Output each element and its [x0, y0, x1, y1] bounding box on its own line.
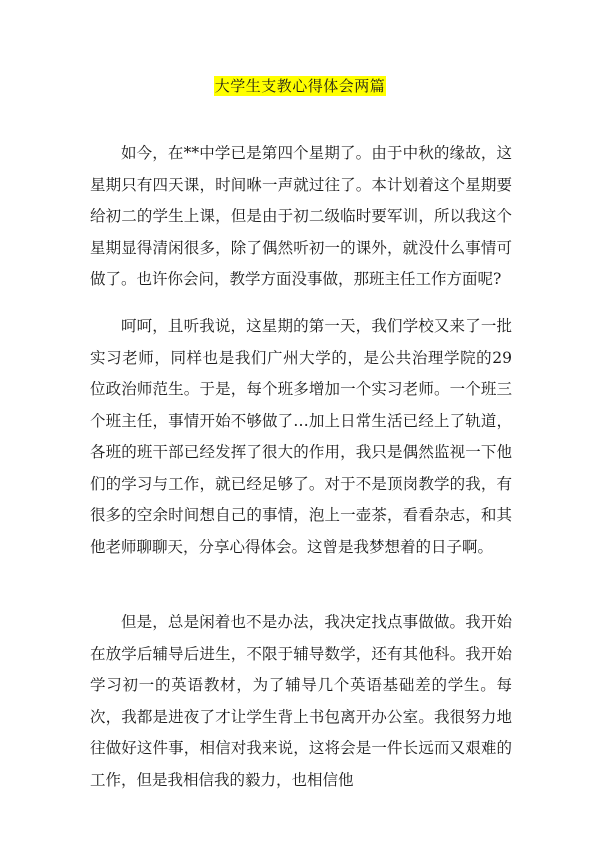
document-title: 大学生支教心得体会两篇 [214, 77, 386, 95]
paragraph-1: 如今，在**中学已是第四个星期了。由于中秋的缘故，这星期只有四天课，时间咻一声就过往了。本计划着这个星期要给初二的学生上课，但是由于初二级临时要军训，所以我这个星期显得清闲很多，除了偶然听初一的课外，就没什么事情可做了。也许你会问，教学方面没事做，那班主任工作方面呢? [90, 144, 512, 288]
paragraph-3: 但是，总是闲着也不是办法，我决定找点事做做。我开始在放学后辅导后进生，不限于辅导数学，还有其他科。我开始学习初一的英语教材，为了辅导几个英语基础差的学生。每次，我都是进夜了才让学生背上书包离开办公室。我很努力地往做好这件事，相信对我来说，这将会是一件长远而又艰难的工作，但是我相信我的毅力，也相信他 [90, 613, 512, 789]
title-container [0, 76, 600, 96]
paragraph-2: 呵呵，且听我说，这星期的第一天，我们学校又来了一批实习老师，同样也是我们广州大学的，是公共治理学院的29位政治师范生。于是，每个班多增加一个实习老师。一个班三个班主任，事情开始不够做了…加上日常生活已经上了轨道，各班的班干部已经发挥了很大的作用，我只是偶然监视一下他们的学习与工作，就已经足够了。对于不是顶岗教学的我，有很多的空余时间想自己的事情，泡上一壶茶，看看杂志，和其他老师聊聊天，分享心得体会。这曾是我梦想着的日子啊。 [90, 317, 512, 556]
